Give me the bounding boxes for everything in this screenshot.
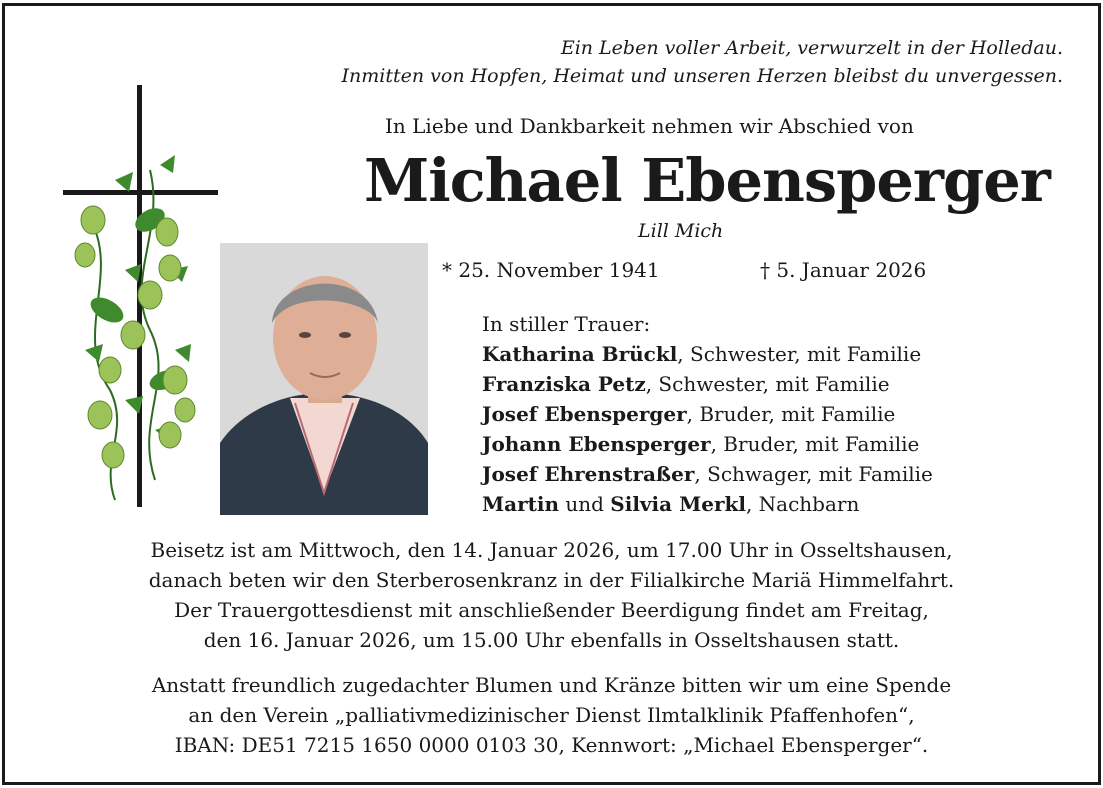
mourner-name: Martin [482, 492, 560, 516]
mourner-name: Josef Ebensperger [482, 402, 687, 426]
nickname: Lill Mich [638, 220, 724, 242]
mourner-row [482, 489, 933, 519]
mourner-relation: , Schwester, mit Familie [645, 372, 890, 396]
death-date: † 5. Januar 2026 [760, 258, 927, 282]
motto-line-2: Inmitten von Hopfen, Heimat und unseren Herzen bleibst du unvergessen. [341, 65, 1063, 87]
deceased-name: Michael Ebensperger [364, 146, 1050, 215]
mourner-joiner: und [559, 492, 611, 516]
mourners-heading: In stiller Trauer: [482, 312, 651, 336]
intro-text: In Liebe und Dankbarkeit nehmen wir Abschied von [385, 114, 914, 138]
mourner-relation: , Bruder, mit Familie [710, 432, 920, 456]
mourner-relation: , Schwester, mit Familie [677, 342, 922, 366]
mourner-name: Silvia Merkl [610, 492, 746, 516]
mourner-row [482, 459, 933, 489]
donation-line-1: Anstatt freundlich zugedachter Blumen und Kränze bitten wir um eine Spende [151, 673, 952, 697]
mourner-row [482, 369, 933, 399]
funeral-line-2: danach beten wir den Sterberosenkranz in der Filialkirche Mariä Himmelfahrt. [148, 568, 955, 592]
mourner-relation: , Bruder, mit Familie [686, 402, 896, 426]
mourner-row [482, 399, 933, 429]
mourner-name: Katharina Brückl [482, 342, 678, 366]
motto [342, 34, 1063, 90]
donation-line-3: IBAN: DE51 7215 1650 0000 0103 30, Kennwort: „Michael Ebensperger“. [174, 733, 929, 757]
motto-line-1: Ein Leben voller Arbeit, verwurzelt in der Holledau. [560, 37, 1063, 59]
birth-date: * 25. November 1941 [442, 258, 660, 282]
cross-with-hops-icon [55, 80, 230, 510]
mourner-name: Josef Ehrenstraßer [482, 462, 695, 486]
portrait-photo [220, 243, 428, 515]
funeral-line-3: Der Trauergottesdienst mit anschließender Beerdigung findet am Freitag, [174, 598, 929, 622]
mourner-name: Johann Ebensperger [482, 432, 711, 456]
mourner-relation: , Schwager, mit Familie [694, 462, 933, 486]
mourner-name: Franziska Petz [482, 372, 646, 396]
donation-request [0, 670, 1103, 760]
funeral-details [0, 535, 1103, 655]
mourner-row [482, 339, 933, 369]
mourners-list [482, 309, 933, 519]
donation-line-2: an den Verein „palliativmedizinischer Dienst Ilmtalklinik Pfaffenhofen“, [188, 703, 915, 727]
mourner-row [482, 429, 933, 459]
funeral-line-4: den 16. Januar 2026, um 15.00 Uhr ebenfalls in Osseltshausen statt. [203, 628, 900, 652]
mourner-relation: , Nachbarn [745, 492, 860, 516]
funeral-line-1: Beisetz ist am Mittwoch, den 14. Januar 2026, um 17.00 Uhr in Osseltshausen, [150, 538, 953, 562]
